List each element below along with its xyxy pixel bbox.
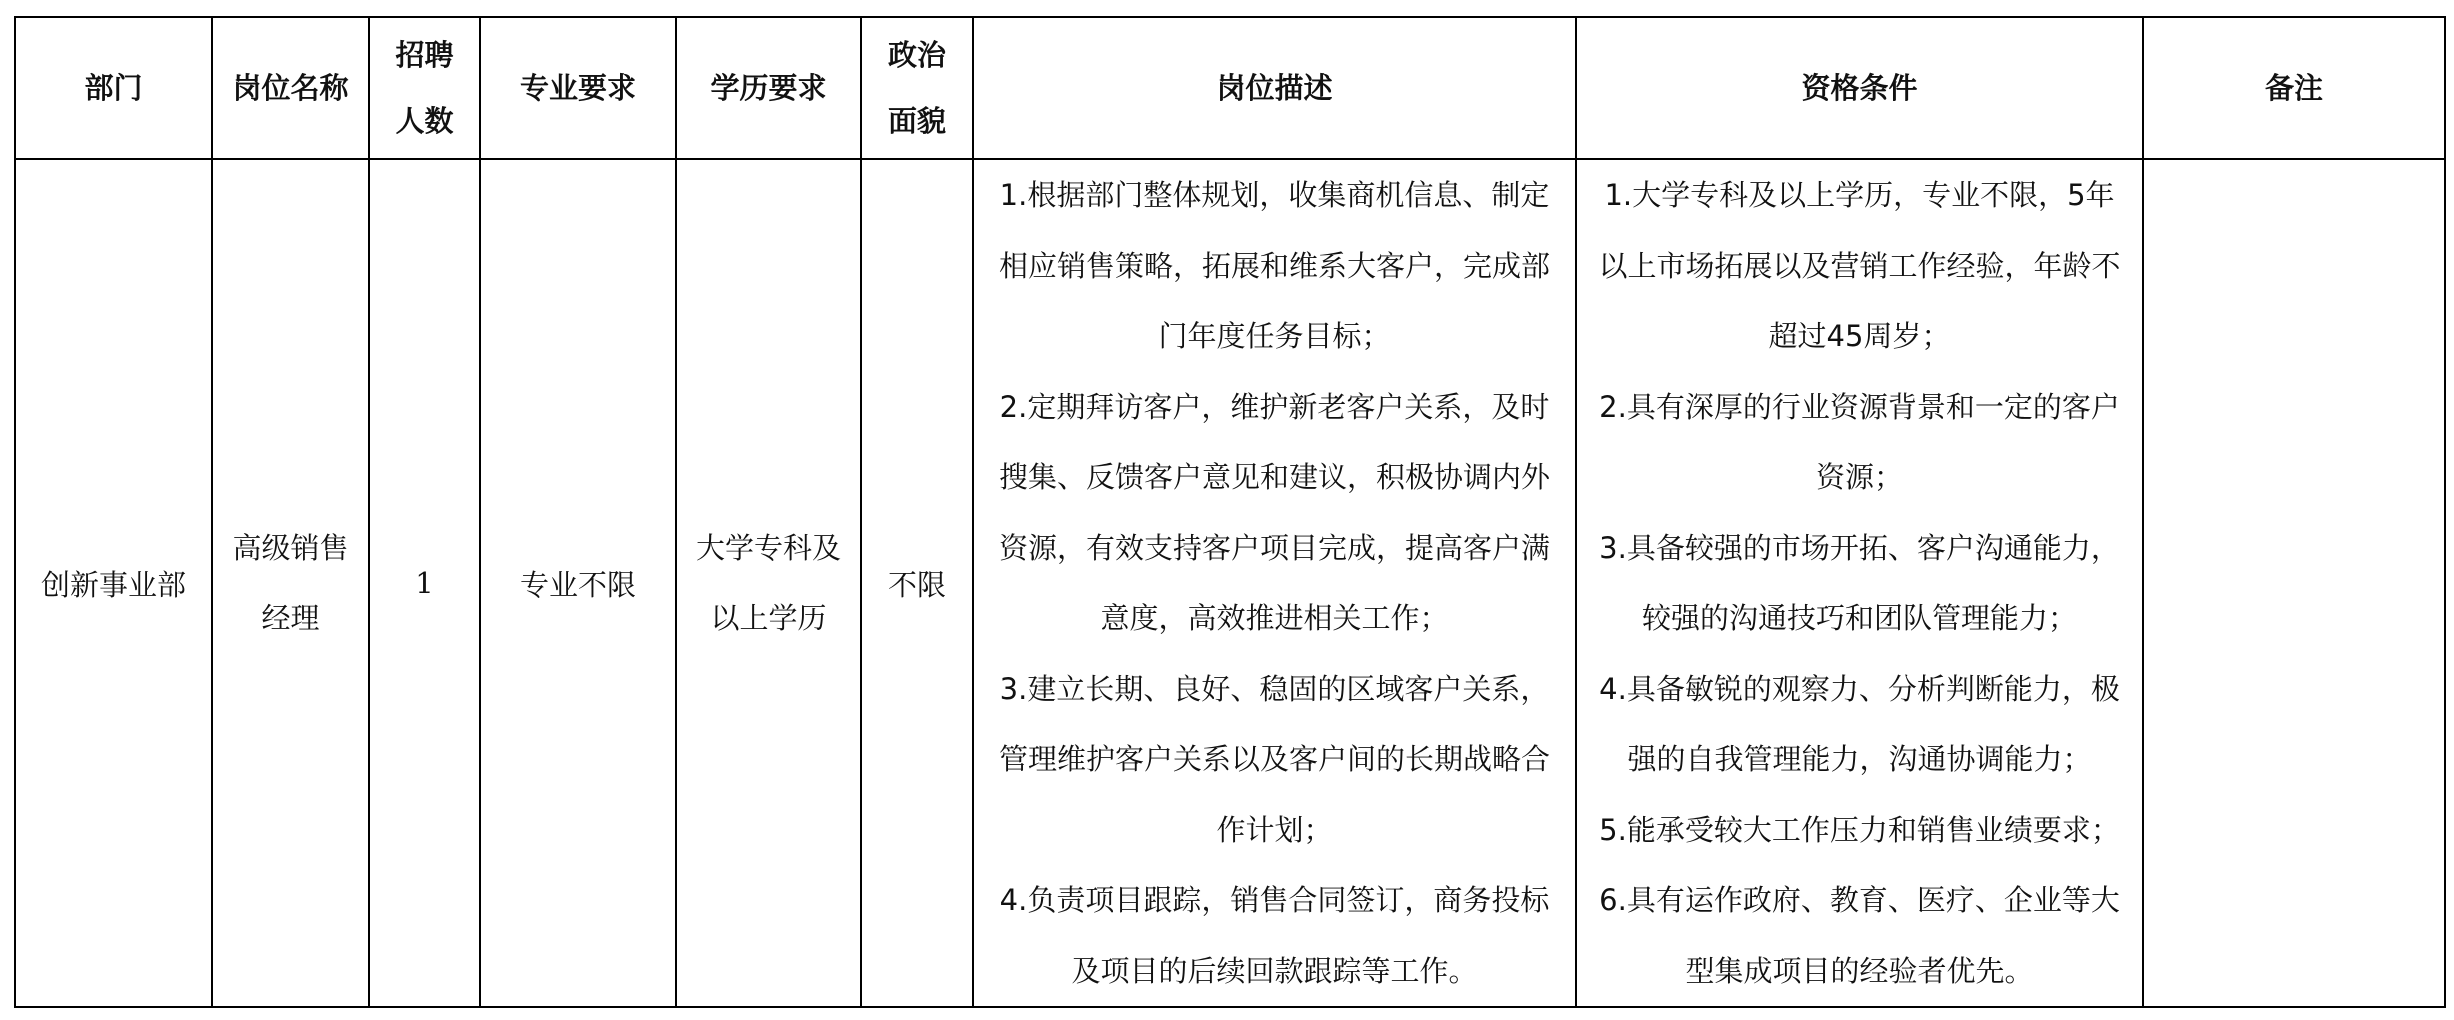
header-department: 部门 [15, 17, 212, 159]
cell-position-line2: 经理 [261, 601, 320, 635]
header-political [861, 17, 973, 159]
description-line: 1.根据部门整体规划，收集商机信息、制定 [999, 178, 1550, 212]
cell-count: 1 [369, 159, 480, 1007]
header-position: 岗位名称 [212, 17, 369, 159]
qualification-line: 资源； [1815, 460, 1903, 494]
header-count-line2: 人数 [395, 104, 454, 138]
qualification-line: 强的自我管理能力，沟通协调能力； [1627, 742, 2092, 776]
description-line: 4.负责项目跟踪，销售合同签订，商务投标 [999, 883, 1550, 917]
qualification-line: 2.具有深厚的行业资源背景和一定的客户 [1599, 389, 2120, 424]
qualification-line: 型集成项目的经验者优先。 [1685, 953, 2034, 988]
description-line: 资源，有效支持客户项目完成，提高客户满 [998, 530, 1550, 565]
header-row [15, 17, 2445, 159]
qualification-line: 1.大学专科及以上学历，专业不限，5年 [1604, 178, 2115, 212]
description-line: 3.建立长期、良好、稳固的区域客户关系， [999, 671, 1550, 706]
qualification-line: 超过45周岁； [1768, 319, 1951, 353]
header-education: 学历要求 [676, 17, 861, 159]
header-count-line1: 招聘 [395, 38, 454, 72]
cell-education [676, 159, 861, 1007]
recruitment-table [14, 16, 2446, 1008]
cell-department: 创新事业部 [15, 159, 212, 1007]
cell-position [212, 159, 369, 1007]
qualification-line: 6.具有运作政府、教育、医疗、企业等大 [1599, 883, 2120, 917]
cell-education-line1: 大学专科及 [695, 531, 841, 565]
header-political-line1: 政治 [887, 38, 946, 72]
description-line: 门年度任务目标； [1158, 319, 1391, 353]
header-description: 岗位描述 [973, 17, 1576, 159]
header-political-line2: 面貌 [887, 104, 946, 138]
table-row [15, 159, 2445, 1007]
cell-position-line1: 高级销售 [232, 531, 349, 565]
cell-political: 不限 [861, 159, 973, 1007]
header-major: 专业要求 [480, 17, 676, 159]
header-qualifications: 资格条件 [1576, 17, 2143, 159]
qualification-line: 5.能承受较大工作压力和销售业绩要求； [1599, 812, 2120, 847]
header-count [369, 17, 480, 159]
cell-description [973, 159, 1576, 1007]
description-line: 搜集、反馈客户意见和建议，积极协调内外 [998, 460, 1550, 494]
qualification-line: 以上市场拓展以及营销工作经验，年龄不 [1598, 248, 2121, 283]
cell-remarks [2143, 159, 2445, 1007]
description-line: 意度，高效推进相关工作； [1100, 601, 1449, 635]
description-line: 及项目的后续回款跟踪等工作。 [1071, 953, 1478, 988]
cell-qualifications [1576, 159, 2143, 1007]
cell-major: 专业不限 [480, 159, 676, 1007]
qualification-line: 4.具备敏锐的观察力、分析判断能力，极 [1599, 671, 2120, 706]
qualification-line: 3.具备较强的市场开拓、客户沟通能力， [1599, 530, 2120, 565]
description-line: 管理维护客户关系以及客户间的长期战略合 [998, 742, 1550, 776]
description-line: 2.定期拜访客户，维护新老客户关系，及时 [999, 389, 1550, 424]
header-remarks: 备注 [2143, 17, 2445, 159]
qualification-line: 较强的沟通技巧和团队管理能力； [1641, 601, 2077, 635]
description-line: 相应销售策略，拓展和维系大客户，完成部 [998, 248, 1550, 283]
description-line: 作计划； [1216, 812, 1333, 847]
cell-education-line2: 以上学历 [710, 601, 827, 635]
